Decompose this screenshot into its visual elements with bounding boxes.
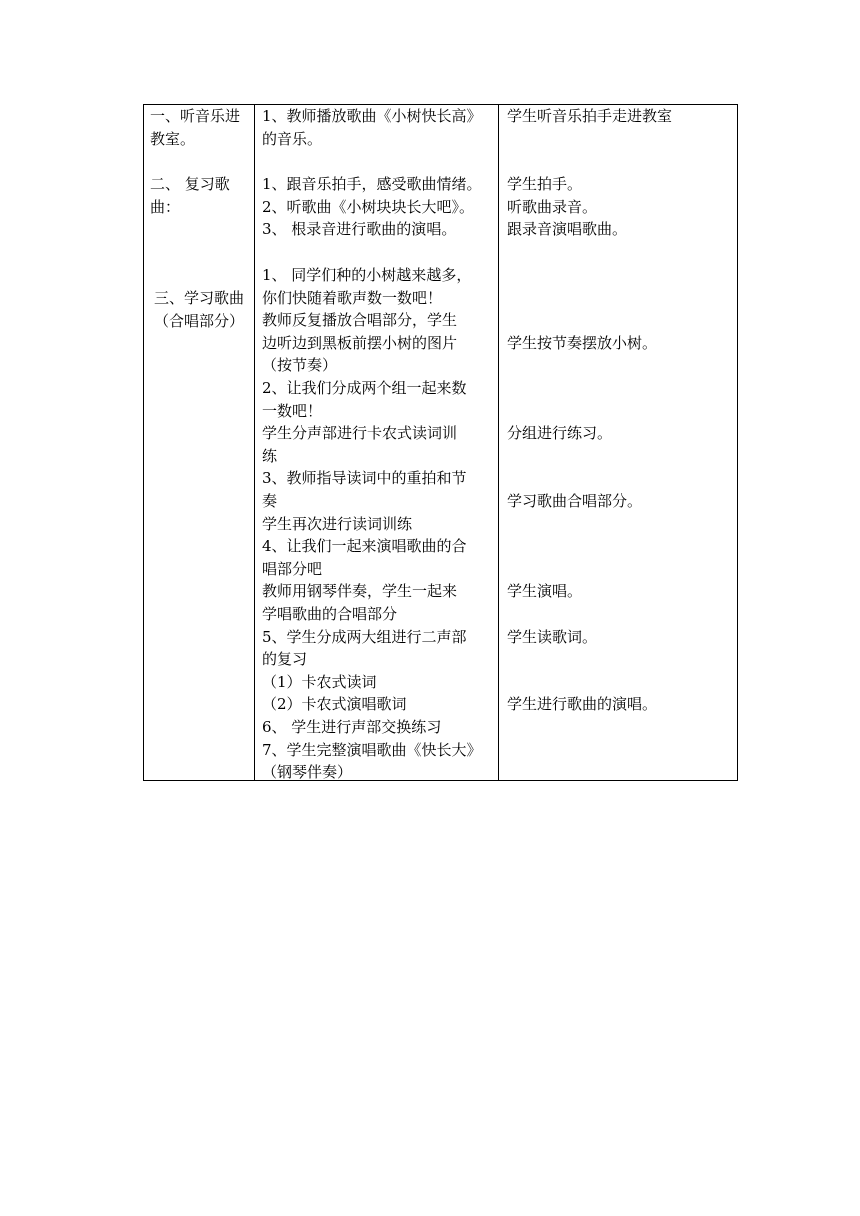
teacher-activity-line: 奏 [262, 492, 278, 510]
teacher-activity-line: 3、 根录音进行歌曲的演唱。 [262, 220, 457, 239]
teacher-activity-line: 的复习 [262, 650, 308, 669]
teacher-activity-line: 3、教师指导读词中的重拍和节 [262, 469, 467, 488]
step-label-line: 教室。 [150, 129, 196, 148]
student-activity-line: 学生进行歌曲的演唱。 [507, 695, 658, 714]
student-activity-line: 学生听音乐拍手走进教室 [507, 107, 673, 125]
student-activity-line: 学习歌曲合唱部分。 [507, 492, 643, 510]
step-label-line: 三、学习歌曲 [153, 289, 244, 307]
teacher-activity-line: （按节奏） [262, 356, 338, 375]
lesson-table [143, 104, 738, 781]
column-divider [498, 105, 499, 780]
teacher-activity-line: 2、听歌曲《小树块块长大吧》。 [262, 197, 475, 216]
teacher-activity-line: 一数吧！ [262, 401, 323, 420]
teacher-activity-line: 练 [262, 446, 278, 465]
teacher-activity-line: 7、学生完整演唱歌曲《快长大》 [262, 740, 482, 759]
teacher-activity-line: 6、 学生进行声部交换练习 [262, 718, 442, 736]
teacher-activity-line: 学生分声部进行卡农式读词训 [262, 424, 458, 443]
teacher-activity-line: （钢琴伴奏） [262, 763, 353, 782]
student-activity-line: 学生读歌词。 [507, 627, 598, 646]
student-activity-line: 跟录音演唱歌曲。 [507, 220, 628, 239]
teacher-activity-line: 学生再次进行读词训练 [262, 514, 413, 533]
teacher-activity-line: 教师反复播放合唱部分，学生 [262, 311, 458, 330]
teacher-activity-line: 4、让我们一起来演唱歌曲的合 [262, 537, 467, 556]
teacher-activity-line: 1、 同学们种的小树越来越多， [262, 266, 472, 284]
step-label-line: （合唱部分） [153, 311, 244, 330]
student-activity-line: 学生演唱。 [507, 582, 583, 601]
teacher-activity-line: （2）卡农式演唱歌词 [262, 695, 407, 714]
student-activity-line: 学生按节奏摆放小树。 [507, 333, 658, 352]
teacher-activity-line: 1、跟音乐拍手，感受歌曲情绪。 [262, 175, 482, 193]
column-divider [254, 105, 255, 780]
teacher-activity-line: （1）卡农式读词 [262, 672, 377, 691]
teacher-activity-line: 1、教师播放歌曲《小树快长高》 [262, 107, 482, 125]
step-label-line: 一、听音乐进 [150, 107, 241, 125]
teacher-activity-line: 唱部分吧 [262, 559, 323, 578]
teacher-activity-line: 边听边到黑板前摆小树的图片 [262, 333, 458, 352]
teacher-activity-line: 的音乐。 [262, 129, 323, 148]
teacher-activity-line: 2、让我们分成两个组一起来数 [262, 379, 467, 397]
step-label-line: 二、 复习歌 [150, 175, 230, 193]
step-label-line: 曲： [150, 197, 181, 216]
teacher-activity-line: 学唱歌曲的合唱部分 [262, 605, 398, 623]
student-activity-line: 分组进行练习。 [507, 424, 613, 443]
teacher-activity-line: 5、学生分成两大组进行二声部 [262, 627, 467, 646]
teacher-activity-line: 教师用钢琴伴奏，学生一起来 [262, 582, 458, 601]
student-activity-line: 学生拍手。 [507, 175, 583, 193]
teacher-activity-line: 你们快随着歌声数一数吧！ [262, 288, 443, 307]
student-activity-line: 听歌曲录音。 [507, 197, 598, 216]
